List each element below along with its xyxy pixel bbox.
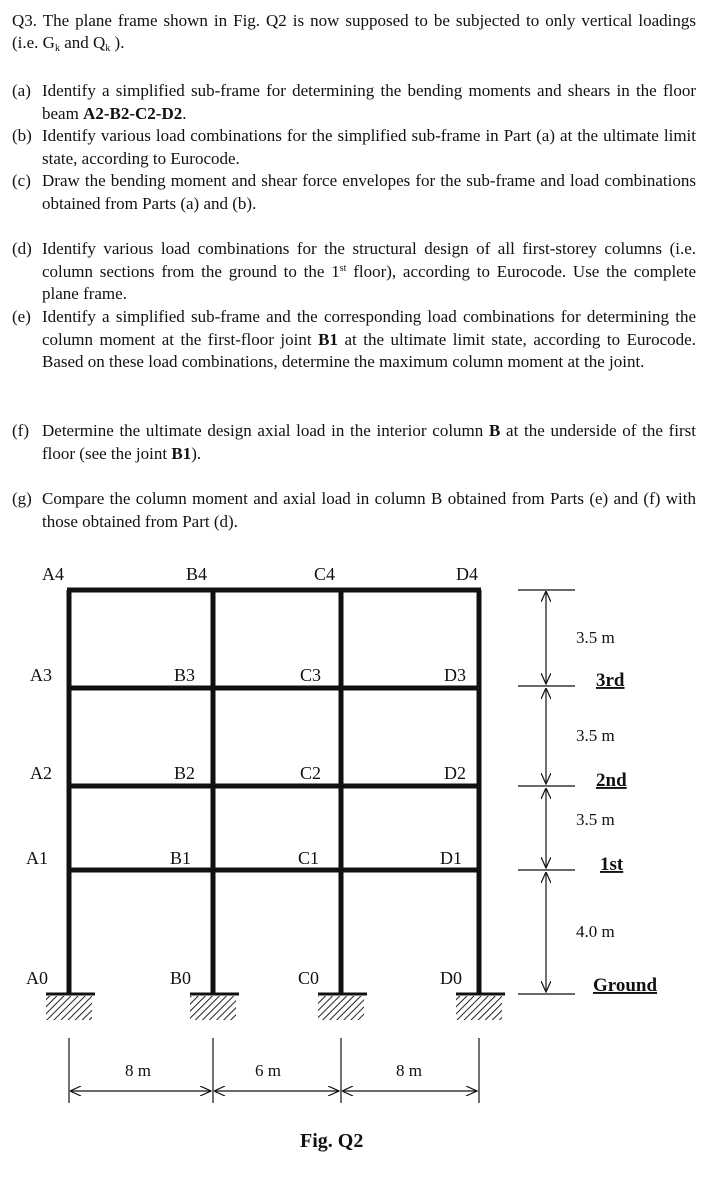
floor-label-2nd: 2nd bbox=[596, 770, 627, 791]
joint-label-c2: C2 bbox=[300, 763, 322, 783]
joint-label-d1: D1 bbox=[440, 848, 462, 868]
floor-label-3rd: 3rd bbox=[596, 670, 625, 691]
storey-height-0: 4.0 m bbox=[576, 922, 615, 941]
joint-label-d3: D3 bbox=[444, 665, 466, 685]
floor-label-ground: Ground bbox=[593, 975, 658, 996]
floor-label-1st: 1st bbox=[600, 854, 624, 875]
frame-figure bbox=[0, 550, 717, 1180]
floor-labels bbox=[593, 670, 658, 996]
joint-label-b0: B0 bbox=[170, 968, 192, 988]
part-g: (g) Compare the column moment and axial load in column B obtained from Parts (e) and (f) with those obtained from Part (d). bbox=[12, 489, 696, 531]
joint-label-b1: B1 bbox=[170, 848, 192, 868]
question-intro: Q3. The plane frame shown in Fig. Q2 is now supposed to be subjected to only vertical loadings (i.e. $G_k$ and $Q_k$ ). bbox=[12, 11, 696, 54]
joint-label-a1: A1 bbox=[26, 848, 48, 868]
part-f: (f) Determine the ultimate design axial load in the interior column B at the underside of the first floor (see the joint B1). bbox=[12, 421, 696, 463]
support-a bbox=[46, 994, 95, 1020]
storey-height-3: 3.5 m bbox=[576, 628, 615, 647]
joint-label-b4: B4 bbox=[186, 564, 208, 584]
figure-caption: Fig. Q2 bbox=[300, 1130, 364, 1152]
joint-label-b3: B3 bbox=[174, 665, 196, 685]
part-d: (d) Identify various load combinations for the structural design of all first-storey columns (i.e. column sections from the ground to the 1st floor), according to Eurocode. Use the complete plane frame. bbox=[12, 239, 696, 303]
joint-label-c3: C3 bbox=[300, 665, 322, 685]
part-a: (a) Identify a simplified sub-frame for determining the bending moments and shears in the floor beam A2-B2-C2-D2. bbox=[12, 81, 696, 123]
frame-members bbox=[67, 590, 481, 994]
span-label-bc: 6 m bbox=[255, 1061, 281, 1080]
joint-label-a0: A0 bbox=[26, 968, 48, 988]
storey-height-1: 3.5 m bbox=[576, 810, 615, 829]
joint-label-a3: A3 bbox=[30, 665, 52, 685]
joint-label-a4: A4 bbox=[42, 564, 64, 584]
joint-labels bbox=[26, 564, 478, 988]
question-number: Q3. bbox=[12, 11, 38, 30]
storey-dimensions bbox=[518, 590, 575, 994]
joint-label-a2: A2 bbox=[30, 763, 52, 783]
span-label-ab: 8 m bbox=[125, 1061, 151, 1080]
part-c: (c) Draw the bending moment and shear force envelopes for the sub-frame and load combinations obtained from Parts (a) and (b). bbox=[12, 171, 696, 213]
support-c bbox=[318, 994, 367, 1020]
joint-label-c1: C1 bbox=[298, 848, 320, 868]
part-b: (b) Identify various load combinations for the simplified sub-frame in Part (a) at the ultimate limit state, according to Eurocode. bbox=[12, 126, 696, 168]
joint-label-c0: C0 bbox=[298, 968, 320, 988]
span-label-cd: 8 m bbox=[396, 1061, 422, 1080]
joint-label-b2: B2 bbox=[174, 763, 196, 783]
support-b bbox=[190, 994, 239, 1020]
span-labels bbox=[125, 1061, 422, 1080]
storey-height-2: 3.5 m bbox=[576, 726, 615, 745]
joint-label-d4: D4 bbox=[456, 564, 478, 584]
support-d bbox=[456, 994, 505, 1020]
joint-label-d0: D0 bbox=[440, 968, 462, 988]
joint-label-c4: C4 bbox=[314, 564, 336, 584]
part-e: (e) Identify a simplified sub-frame and the corresponding load combinations for determining the column moment at the first-floor joint B1 at the ultimate limit state, according to Eurocode. Based on these load combinations, determine the maximum column moment at the joint. bbox=[12, 307, 696, 371]
supports bbox=[46, 994, 505, 1020]
joint-label-d2: D2 bbox=[444, 763, 466, 783]
